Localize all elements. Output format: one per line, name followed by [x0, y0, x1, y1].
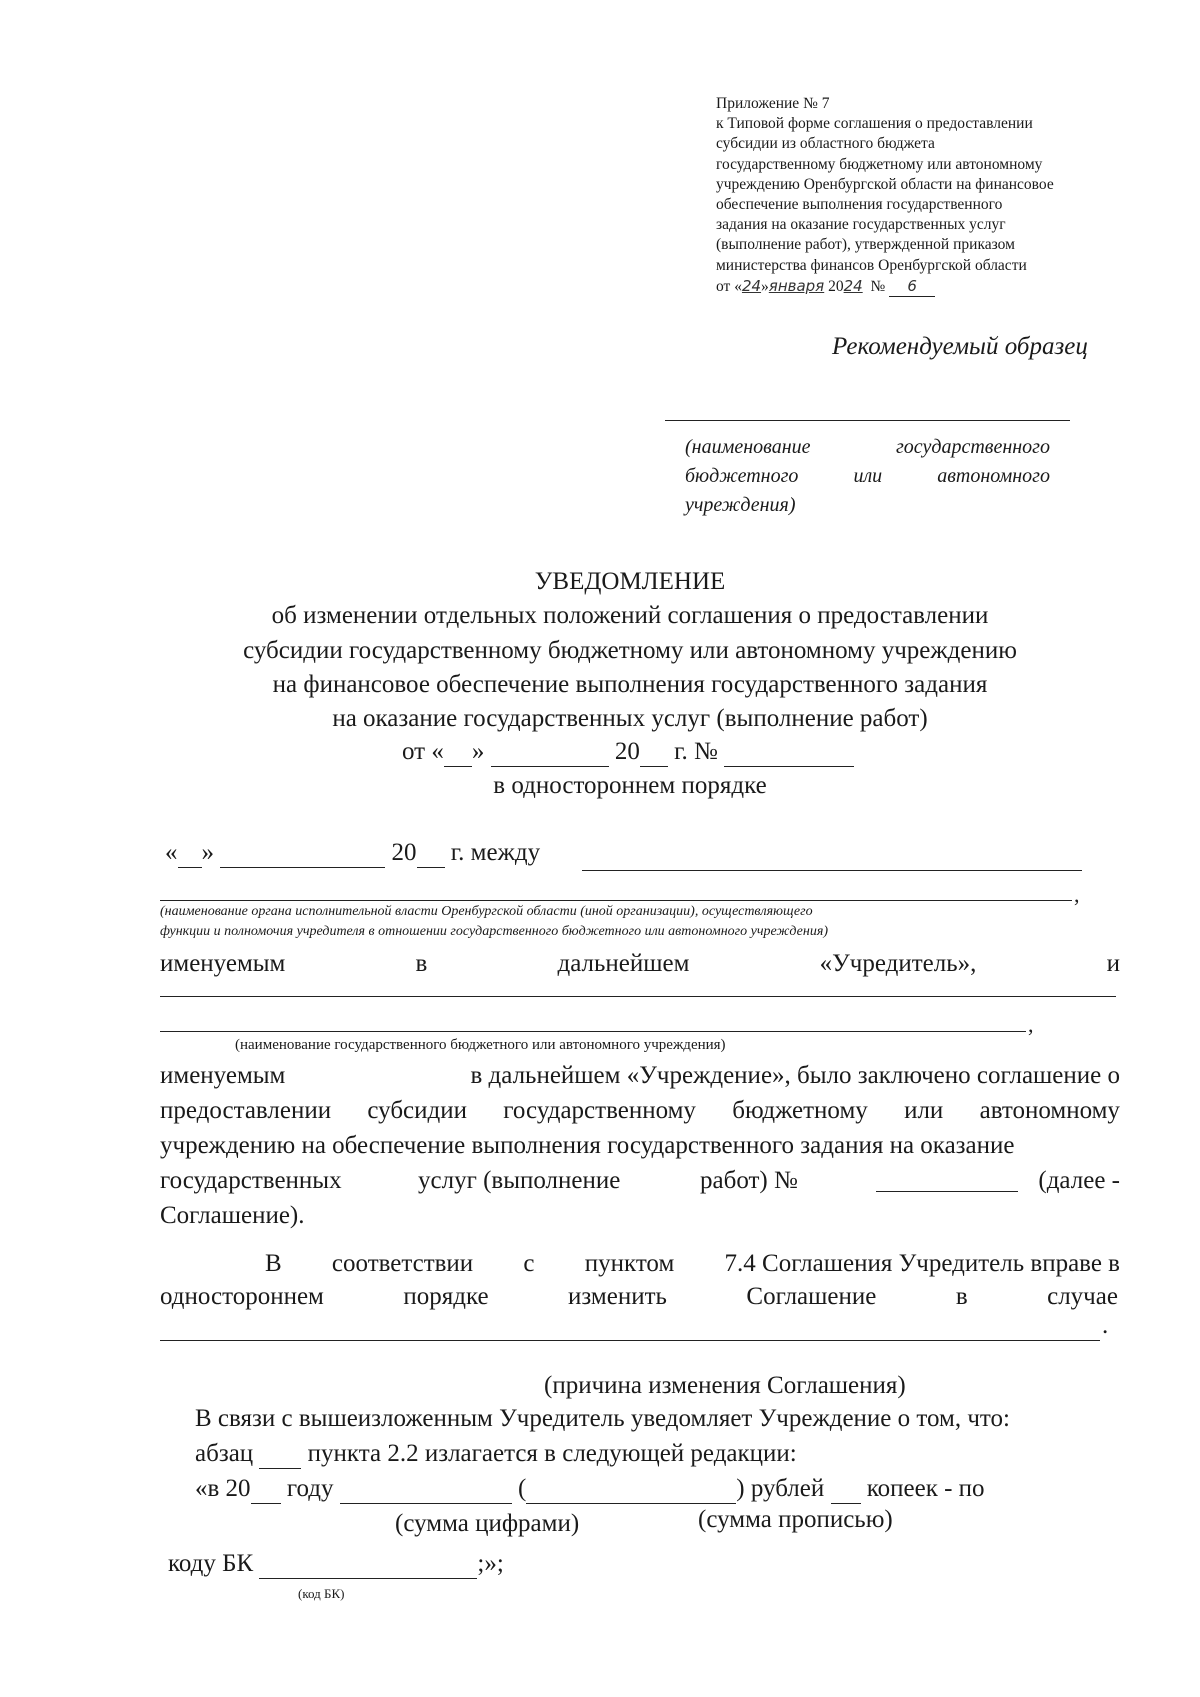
subtitle-line: субсидии государственному бюджетному или автономному учреждению — [243, 637, 1017, 664]
appendix-date-year: 24 — [843, 276, 863, 295]
appendix-block — [716, 94, 1136, 297]
open-paren: ( — [517, 1475, 527, 1502]
word: бюджетному — [732, 1097, 868, 1124]
appendix-date-month: января — [768, 276, 825, 295]
word: дальнейшем — [557, 950, 690, 977]
bk-prefix: коду БК — [168, 1550, 254, 1577]
word: «Учредитель», — [819, 950, 977, 977]
agreement-line-1 — [160, 1062, 1120, 1090]
agreement-line-4 — [160, 1167, 1120, 1195]
appendix-line: учреждению Оренбургской области на финансовое — [716, 175, 1054, 193]
month-blank — [220, 839, 385, 868]
word: в дальнейшем «Учреждение», было заключено соглашение о — [470, 1062, 1120, 1089]
institution-name-line-1 — [160, 996, 1116, 997]
word: услуг (выполнение — [418, 1167, 621, 1194]
open-quote: « — [165, 839, 178, 866]
rub-word: ) рублей — [736, 1475, 825, 1502]
sum-digits-blank — [340, 1475, 512, 1504]
word: одностороннем — [160, 1283, 324, 1310]
word: государственному — [503, 1097, 696, 1124]
institution-name-line — [665, 420, 1070, 421]
caption-word: или — [853, 465, 883, 487]
kop-blank — [831, 1475, 861, 1504]
sum-words-caption: (сумма прописью) — [698, 1506, 893, 1533]
agreement-line-3: учреждению на обеспечение выполнения государственного задания на оказание — [160, 1132, 1015, 1159]
institution-caption: (наименование государственного бюджетного или автономного учреждения) — [235, 1037, 726, 1053]
word: Соглашение — [746, 1283, 877, 1310]
appendix-line: государственному бюджетному или автономному — [716, 155, 1043, 173]
year-prefix: 20 — [614, 738, 640, 765]
appendix-date-mid: » — [761, 277, 769, 295]
institution-caption-row1 — [685, 436, 1050, 459]
accordance-line-2 — [160, 1283, 1118, 1311]
appendix-line: субсидии из областного бюджета — [716, 135, 935, 153]
word: автономному — [979, 1097, 1120, 1124]
end-dot: . — [1102, 1312, 1109, 1339]
word: пунктом — [584, 1250, 675, 1277]
notice-date-line — [402, 738, 854, 767]
document-title: УВЕДОМЛЕНИЕ — [534, 568, 726, 595]
bk-blank — [259, 1550, 477, 1579]
word: соответствии — [331, 1250, 474, 1277]
subtitle-line: на финансовое обеспечение выполнения государственного задания — [272, 671, 988, 698]
year-line — [195, 1475, 985, 1504]
word: или — [904, 1097, 944, 1124]
number-blank — [724, 738, 854, 767]
bk-caption: (код БК) — [298, 1586, 345, 1601]
bk-line — [168, 1550, 504, 1579]
accordance-line-1 — [265, 1250, 1120, 1278]
institution-name-line-2 — [160, 1031, 1026, 1032]
year-prefix: «в 20 — [195, 1475, 251, 1502]
appendix-line: министерства финансов Оренбургской области — [716, 256, 1027, 274]
word: именуемым — [160, 950, 286, 977]
word: (далее - — [1038, 1167, 1120, 1194]
word: В — [265, 1250, 282, 1277]
appendix-line: задания на оказание государственных услуг — [716, 216, 1006, 234]
year-prefix: 20 — [391, 839, 417, 866]
kop-word: копеек - по — [866, 1475, 985, 1502]
caption-word: (наименование — [685, 436, 811, 458]
day-blank — [444, 738, 472, 767]
comma: , — [1028, 1012, 1034, 1037]
recommended-sample-label: Рекомендуемый образец — [832, 333, 1088, 360]
caption-word: автономного — [937, 465, 1050, 487]
year-blank — [251, 1475, 281, 1504]
word: порядке — [403, 1283, 489, 1310]
word: в — [955, 1283, 968, 1310]
appendix-line: к Типовой форме соглашения о предоставлении — [716, 115, 1033, 133]
year-word: году — [286, 1475, 334, 1502]
appendix-date-day: 24 — [741, 276, 762, 295]
word: субсидии — [367, 1097, 467, 1124]
appendix-date-line — [716, 276, 1136, 297]
paragraph-prefix: абзац — [195, 1440, 254, 1467]
close-quote: » — [201, 839, 214, 866]
founder-caption-line: функции и полномочия учредителя в отношении государственного бюджетного или автономного учреждения) — [160, 924, 828, 939]
bk-suffix: ;»; — [477, 1550, 504, 1577]
sum-digits-caption: (сумма цифрами) — [395, 1510, 580, 1537]
word: и — [1106, 950, 1120, 977]
comma: , — [1074, 882, 1080, 907]
between-line — [165, 839, 540, 868]
founder-name-line-1 — [582, 870, 1082, 871]
agreement-line-5: Соглашение). — [160, 1202, 305, 1229]
word: в — [415, 950, 428, 977]
word: 7.4 Соглашения Учредитель вправе в — [724, 1250, 1120, 1277]
appendix-number: 6 — [889, 276, 935, 297]
paragraph-line — [195, 1440, 797, 1469]
agreement-line-2 — [160, 1097, 1120, 1125]
between-word: г. между — [450, 839, 541, 866]
appendix-line: обеспечение выполнения государственного — [716, 196, 1003, 214]
caption-word: государственного — [895, 436, 1050, 458]
word: государственных — [160, 1167, 342, 1194]
word: работ) № — [700, 1167, 798, 1194]
date-quote: » — [471, 738, 485, 765]
institution-caption-row3: учреждения) — [685, 494, 796, 516]
appendix-date-prefix: от « — [716, 277, 742, 295]
word: случае — [1047, 1283, 1118, 1310]
day-blank — [178, 839, 202, 868]
appendix-date-year-prefix: 20 — [828, 277, 844, 295]
subtitle-line: об изменении отдельных положений соглашения о предоставлении — [271, 602, 989, 629]
reason-caption: (причина изменения Соглашения) — [544, 1372, 906, 1399]
word: с — [523, 1250, 535, 1277]
year-blank — [417, 839, 445, 868]
paragraph-number-blank — [259, 1440, 301, 1469]
appendix-line: (выполнение работ), утвержденной приказом — [716, 236, 1015, 254]
appendix-number-label: № — [870, 277, 886, 295]
order-line: в одностороннем порядке — [493, 772, 767, 799]
subtitle-line: на оказание государственных услуг (выполнение работ) — [332, 705, 928, 732]
founder-name-line-2 — [160, 900, 1072, 901]
paragraph-suffix: пункта 2.2 излагается в следующей редакции: — [307, 1440, 797, 1467]
institution-caption-row2 — [685, 465, 1050, 488]
word: предоставлении — [160, 1097, 332, 1124]
founder-caption-line: (наименование органа исполнительной власти Оренбургской области (иной организации), осуществляющего — [160, 904, 813, 919]
reason-line — [160, 1340, 1100, 1341]
word: изменить — [568, 1283, 667, 1310]
caption-word: бюджетного — [685, 465, 799, 487]
year-blank — [640, 738, 668, 767]
word: именуемым — [160, 1062, 286, 1089]
named-founder-line — [160, 950, 1120, 978]
agreement-number-blank — [876, 1191, 1018, 1192]
month-blank — [491, 738, 609, 767]
appendix-line: Приложение № 7 — [716, 95, 830, 112]
year-suffix: г. № — [674, 738, 718, 765]
sum-words-blank — [526, 1475, 736, 1504]
notice-line: В связи с вышеизложенным Учредитель уведомляет Учреждение о том, что: — [195, 1405, 1010, 1432]
date-prefix: от « — [402, 738, 444, 765]
